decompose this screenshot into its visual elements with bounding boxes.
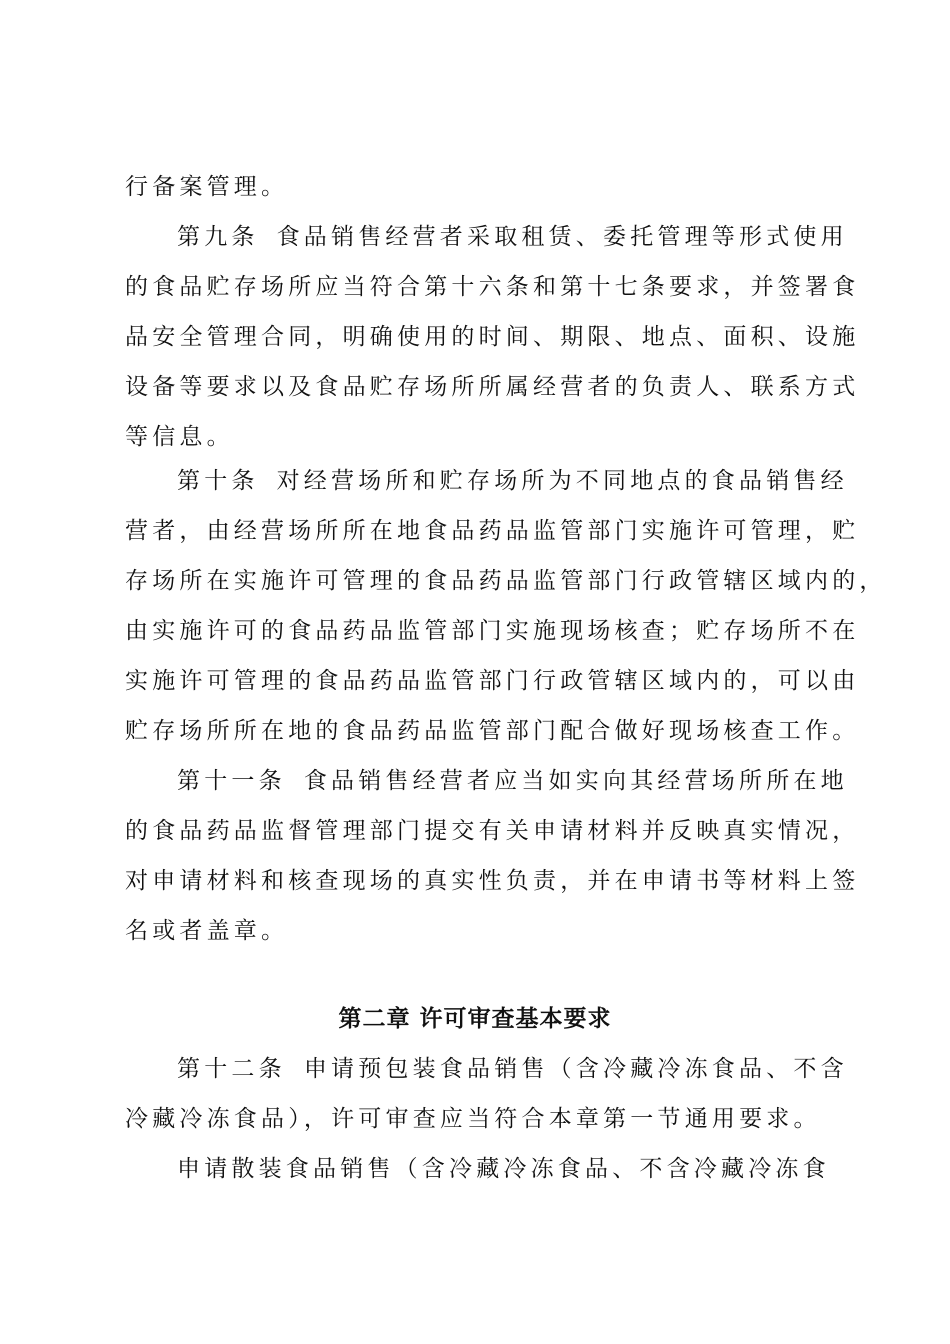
- article-10-first-line: [177, 466, 848, 496]
- article-11-line: 的食品药品监督管理部门提交有关申请材料并反映真实情况，: [125, 818, 860, 844]
- article-12-para2-line: 申请散装食品销售（含冷藏冷冻食品、不含冷藏冷冻食: [177, 1156, 830, 1182]
- article-11-line: 对申请材料和核查现场的真实性负责，并在申请书等材料上签: [125, 868, 860, 894]
- article-12-label: 第十二条: [177, 1056, 286, 1082]
- article-9-line: 等信息。: [125, 424, 234, 450]
- article-11-label: 第十一条: [177, 768, 286, 794]
- article-11-text: 食品销售经营者应当如实向其经营场所所在地: [303, 768, 848, 794]
- article-9-line: 设备等要求以及食品贮存场所所属经营者的负责人、联系方式: [125, 374, 860, 400]
- chapter-heading: 第二章 许可审查基本要求: [338, 1006, 612, 1032]
- article-10-text: 对经营场所和贮存场所为不同地点的食品销售经: [276, 468, 848, 494]
- continuation-line: 行备案管理。: [125, 174, 289, 200]
- article-12-line: 冷藏冷冻食品），许可审查应当符合本章第一节通用要求。: [125, 1106, 821, 1132]
- article-10-line: 实施许可管理的食品药品监管部门行政管辖区域内的，可以由: [125, 668, 860, 694]
- article-10-line: 营者，由经营场所所在地食品药品监管部门实施许可管理，贮: [125, 518, 860, 544]
- article-10-line: 贮存场所所在地的食品药品监管部门配合做好现场核查工作。: [125, 718, 860, 744]
- article-10-line: 存场所在实施许可管理的食品药品监管部门行政管辖区域内的，: [125, 568, 887, 594]
- article-9-text: 食品销售经营者采取租赁、委托管理等形式使用: [276, 224, 848, 250]
- article-9-line: 品安全管理合同，明确使用的时间、期限、地点、面积、设施: [125, 324, 860, 350]
- article-9-line: 的食品贮存场所应当符合第十六条和第十七条要求，并签署食: [125, 274, 860, 300]
- article-9-first-line: [177, 222, 848, 252]
- article-12-text: 申请预包装食品销售（含冷藏冷冻食品、不含: [303, 1056, 848, 1082]
- article-10-line: 由实施许可的食品药品监管部门实施现场核查；贮存场所不在: [125, 618, 860, 644]
- article-11-first-line: [177, 766, 848, 796]
- article-12-first-line: [177, 1054, 848, 1084]
- article-11-line: 名或者盖章。: [125, 918, 289, 944]
- article-9-label: 第九条: [177, 224, 259, 250]
- article-10-label: 第十条: [177, 468, 259, 494]
